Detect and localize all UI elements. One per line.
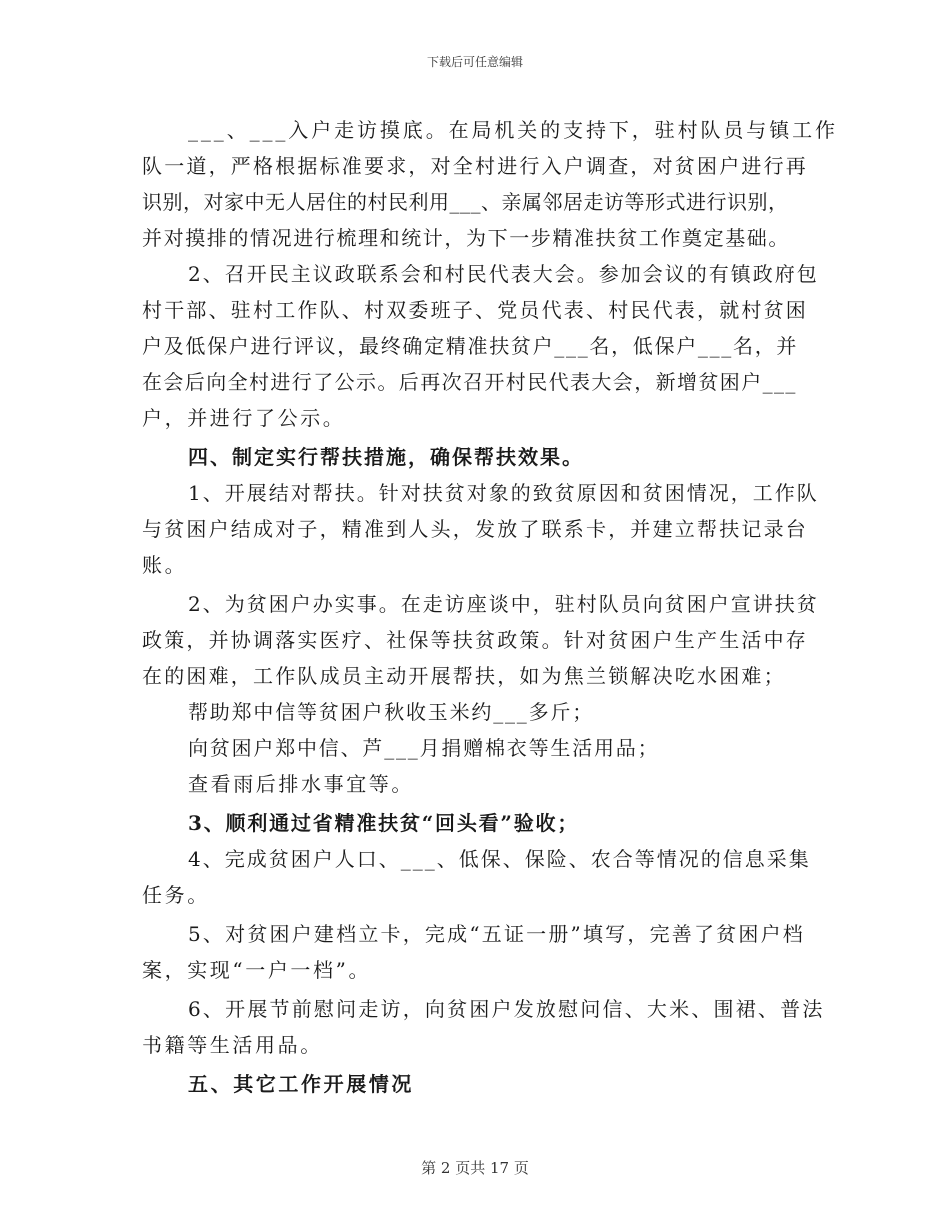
- paragraph-line: 2、为贫困户办实事。在走访座谈中，驻村队员向贫困户宣讲扶贫: [188, 592, 819, 616]
- paragraph-line: 4、完成贫困户人口、___、低保、保险、农合等情况的信息采集: [188, 847, 811, 871]
- paragraph-line: 6、开展节前慰问走访，向贫困户发放慰问信、大米、围裙、普法: [188, 997, 825, 1021]
- paragraph-line: 案，实现“一户一档”。: [142, 958, 372, 982]
- page-header: 下载后可任意编辑: [426, 55, 523, 69]
- paragraph-line: 5、对贫困户建档立卡，完成“五证一册”填写，完善了贫困户档: [188, 922, 805, 946]
- paragraph-line: 1、开展结对帮扶。针对扶贫对象的致贫原因和贫困情况，工作队: [188, 481, 819, 505]
- paragraph-line: 村干部、驻村工作队、村双委班子、党员代表、村民代表，就村贫困: [142, 298, 808, 322]
- paragraph-line: 在会后向全村进行了公示。后再次召开村民代表大会，新增贫困户___: [142, 370, 797, 394]
- paragraph-line: 识别，对家中无人居住的村民利用___、亲属邻居走访等形式进行识别，: [142, 190, 789, 214]
- paragraph-line: 帮助郑中信等贫困户秋收玉米约___多斤；: [188, 700, 594, 724]
- paragraph-line: 户及低保户进行评议，最终确定精准扶贫户___名，低保户___名，并: [142, 334, 799, 358]
- document-body: [142, 112, 838, 1102]
- page-footer: 第 2 页共 17 页: [421, 1159, 529, 1177]
- section-heading: 四、制定实行帮扶措施，确保帮扶效果。: [188, 445, 584, 469]
- paragraph-line: 政策，并协调落实医疗、社保等扶贫政策。针对贫困户生产生活中存: [142, 628, 808, 652]
- paragraph-line: 任务。: [142, 883, 210, 907]
- paragraph-line: 队一道，严格根据标准要求，对全村进行入户调查，对贫困户进行再: [142, 154, 808, 178]
- paragraph-line: 户，并进行了公示。: [142, 406, 346, 430]
- paragraph-line: 查看雨后排水事宜等。: [188, 772, 414, 796]
- paragraph-line: 账。: [142, 553, 188, 577]
- paragraph-line: 并对摸排的情况进行梳理和统计，为下一步精准扶贫工作奠定基础。: [142, 226, 790, 250]
- paragraph-line: 向贫困户郑中信、芦___月捐赠棉衣等生活用品；: [188, 736, 660, 760]
- paragraph-line: 与贫困户结成对子，精准到人头，发放了联系卡，并建立帮扶记录台: [142, 517, 808, 541]
- section-heading: 五、其它工作开展情况: [188, 1072, 414, 1096]
- paragraph-line: 书籍等生活用品。: [142, 1033, 323, 1057]
- paragraph-line: ___、___入户走访摸底。在局机关的支持下，驻村队员与镇工作: [188, 118, 838, 142]
- paragraph-line: 在的困难，工作队成员主动开展帮扶，如为焦兰锁解决吃水困难；: [142, 664, 786, 688]
- paragraph-line: 2、召开民主议政联系会和村民代表大会。参加会议的有镇政府包: [188, 262, 819, 286]
- section-heading: 3、顺利通过省精准扶贫“回头看”验收；: [188, 811, 580, 835]
